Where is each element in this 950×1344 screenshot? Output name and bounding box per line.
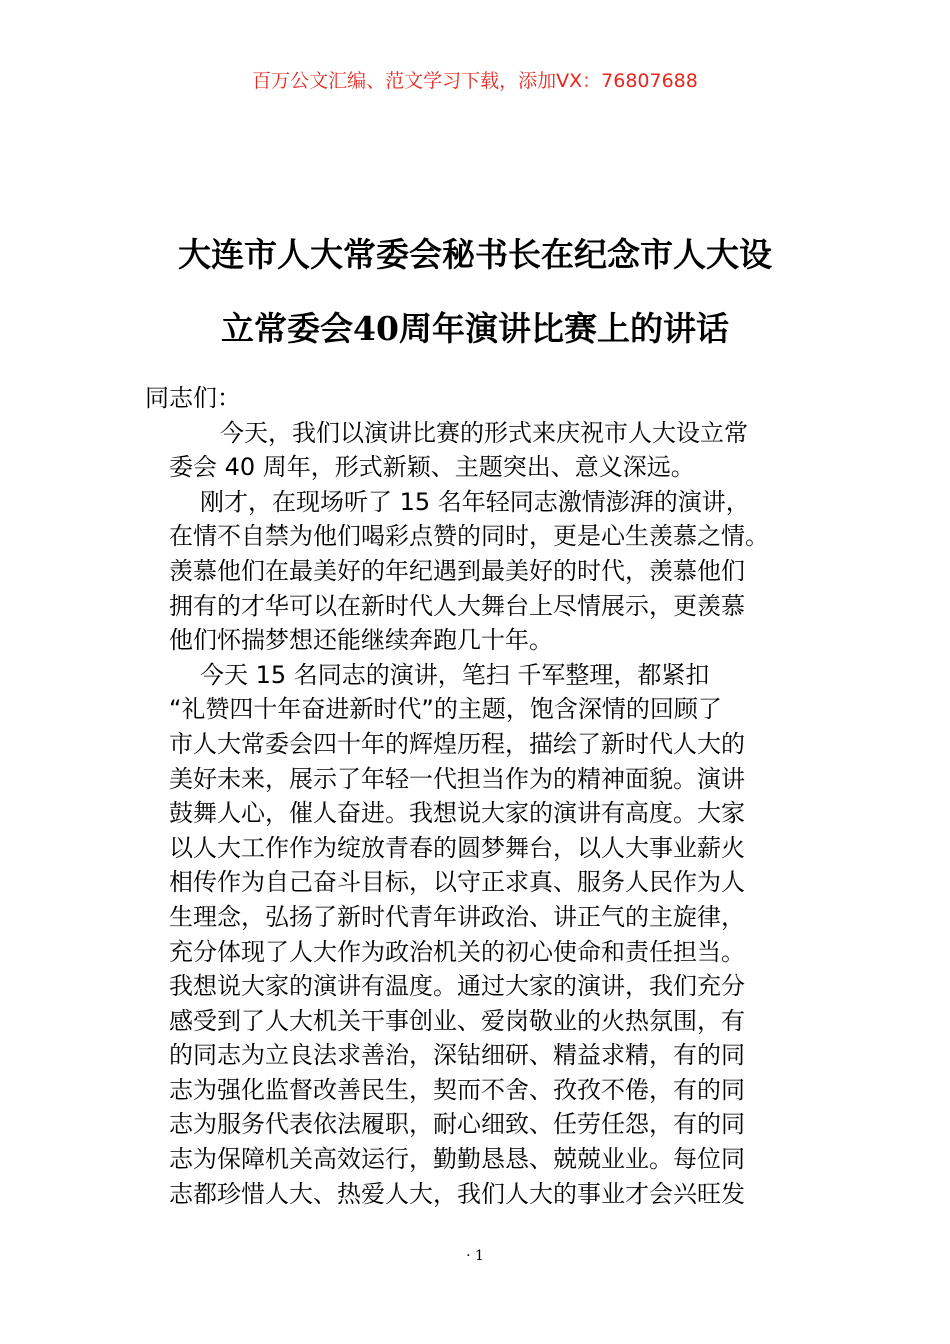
paragraph-line: 市人大常委会四十年的辉煌历程，描绘了新时代人大的 xyxy=(169,729,745,758)
paragraph-line: 今天，我们以演讲比赛的形式来庆祝市人大设立常 xyxy=(220,418,748,447)
document-body xyxy=(145,381,825,1211)
page-number: · 1 xyxy=(466,1248,484,1264)
paragraph-line: 刚才，在现场听了 15 名年轻同志激情澎湃的演讲， xyxy=(200,487,750,516)
paragraph-3 xyxy=(145,658,825,1212)
paragraph-line: 感受到了人大机关干事创业、爱岗敬业的火热氛围，有 xyxy=(169,1006,745,1035)
paragraph-line: 志为服务代表依法履职，耐心细致、任劳任怨，有的同 xyxy=(169,1110,745,1139)
paragraph-line: 我想说大家的演讲有温度。通过大家的演讲，我们充分 xyxy=(169,972,745,1001)
header-note: 百万公文汇编、范文学习下载，添加VX：76807688 xyxy=(252,70,698,92)
paragraph-line: 志为保障机关高效运行，勤勤恳恳、兢兢业业。每位同 xyxy=(169,1145,745,1174)
paragraph-line: 拥有的才华可以在新时代人大舞台上尽情展示，更羡慕 xyxy=(169,591,745,620)
paragraph-line: 相传作为自己奋斗目标，以守正求真、服务人民作为人 xyxy=(169,868,745,897)
document-title xyxy=(110,218,840,366)
paragraph-line: 的同志为立良法求善治，深钻细研、精益求精，有的同 xyxy=(169,1041,745,1070)
paragraph-line: 在情不自禁为他们喝彩点赞的同时，更是心生羡慕之情。 xyxy=(169,522,769,551)
paragraph-line: 鼓舞人心，催人奋进。我想说大家的演讲有高度。大家 xyxy=(169,799,745,828)
paragraph-2 xyxy=(145,485,825,658)
paragraph-line: 志为强化监督改善民生，契而不舍、孜孜不倦，有的同 xyxy=(169,1075,745,1104)
paragraph-line: 志都珍惜人大、热爱人大，我们人大的事业才会兴旺发 xyxy=(169,1179,745,1208)
paragraph-line: 美好未来，展示了年轻一代担当作为的精神面貌。演讲 xyxy=(169,764,745,793)
salutation: 同志们： xyxy=(145,384,241,412)
paragraph-line: 生理念，弘扬了新时代青年讲政治、讲正气的主旋律， xyxy=(169,902,745,931)
paragraph-line: 委会 40 周年，形式新颖、主题突出、意义深远。 xyxy=(169,453,695,482)
paragraph-1 xyxy=(145,416,825,485)
paragraph-line: 充分体现了人大作为政治机关的初心使命和责任担当。 xyxy=(169,937,745,966)
paragraph-line: 他们怀揣梦想还能继续奔跑几十年。 xyxy=(169,626,553,655)
title-line-1: 大连市人大常委会秘书长在纪念市人大设 xyxy=(178,235,772,274)
paragraph-line: 今天 15 名同志的演讲，笔扫 千军整理，都紧扣 xyxy=(200,660,710,689)
paragraph-line: 羡慕他们在最美好的年纪遇到最美好的时代，羡慕他们 xyxy=(169,556,745,585)
title-line-2: 立常委会40周年演讲比赛上的讲话 xyxy=(221,309,729,348)
paragraph-line: “礼赞四十年奋进新时代”的主题，饱含深情的回顾了 xyxy=(169,695,722,724)
paragraph-line: 以人大工作作为绽放青春的圆梦舞台，以人大事业薪火 xyxy=(169,833,745,862)
